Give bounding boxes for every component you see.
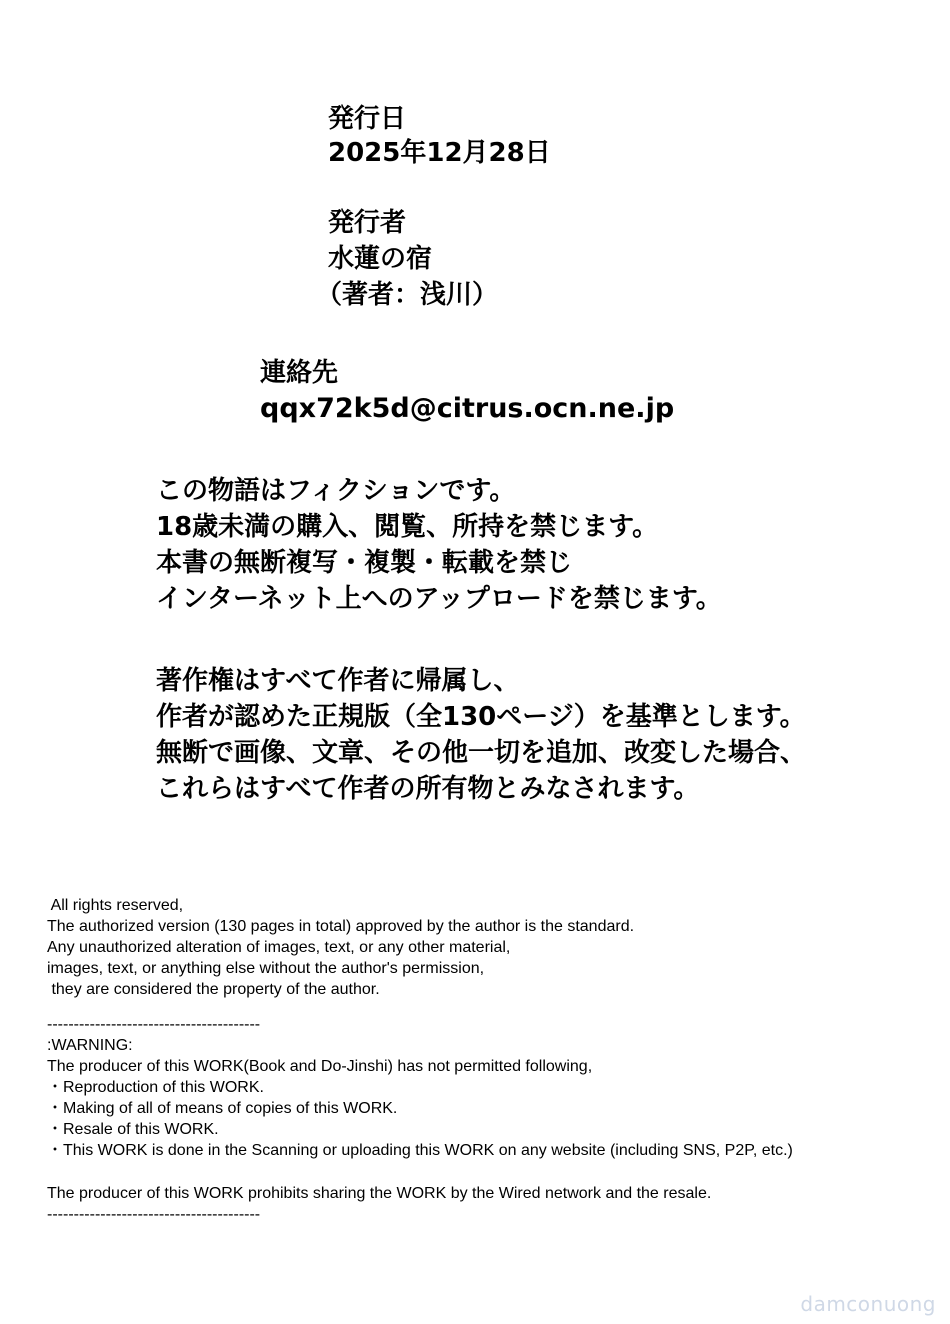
- notice-ownership: これらはすべて作者の所有物とみなされます。: [156, 774, 700, 804]
- publisher-name: 水蓮の宿: [328, 244, 433, 274]
- en-rights-line: The authorized version (130 pages in total) approved by the author is the standard.: [47, 918, 635, 935]
- issue-date-label: 発行日: [328, 104, 407, 134]
- en-warning-line: ・Making of all of means of copies of this WORK.: [47, 1100, 398, 1117]
- en-warning-line: ・Resale of this WORK.: [47, 1121, 219, 1138]
- en-divider: ----------------------------------------: [47, 1016, 261, 1033]
- notice-no-upload: インターネット上へのアップロードを禁じます。: [156, 584, 722, 614]
- contact-email: qqx72k5d@citrus.ocn.ne.jp: [260, 393, 675, 424]
- en-rights-line: Any unauthorized alteration of images, text, or any other material,: [47, 939, 511, 956]
- notice-age-restriction: 18歳未満の購入、閲覧、所持を禁じます。: [156, 512, 659, 542]
- contact-label: 連絡先: [260, 358, 339, 388]
- notice-no-copy: 本書の無断複写・複製・転載を禁じ: [156, 548, 573, 578]
- en-rights-line: images, text, or anything else without the author's permission,: [47, 960, 485, 977]
- notice-official-version: 作者が認めた正規版（全130ページ）を基準とします。: [156, 702, 806, 732]
- publisher-label: 発行者: [328, 208, 407, 238]
- notice-alteration: 無断で画像、文章、その他一切を追加、改変した場合、: [156, 738, 807, 768]
- en-divider-end: ----------------------------------------: [47, 1206, 261, 1223]
- en-warning-line: ・This WORK is done in the Scanning or uploading this WORK on any website (including SNS, P2P, etc.): [47, 1142, 793, 1159]
- en-rights-line: they are considered the property of the author.: [47, 981, 380, 998]
- notice-copyright: 著作権はすべて作者に帰属し、: [156, 666, 520, 696]
- issue-date-value: 2025年12月28日: [328, 138, 551, 168]
- en-warning-line: The producer of this WORK(Book and Do-Jinshi) has not permitted following,: [47, 1058, 593, 1075]
- notice-fiction: この物語はフィクションです。: [156, 476, 516, 506]
- en-closing: The producer of this WORK prohibits sharing the WORK by the Wired network and the resale.: [47, 1185, 712, 1202]
- author-note: （著者：浅川）: [316, 280, 499, 310]
- watermark-text: damconuong: [800, 1292, 936, 1316]
- en-warning-line: ・Reproduction of this WORK.: [47, 1079, 264, 1096]
- en-rights-line: All rights reserved,: [47, 897, 184, 914]
- en-warning-title: :WARNING:: [47, 1037, 133, 1054]
